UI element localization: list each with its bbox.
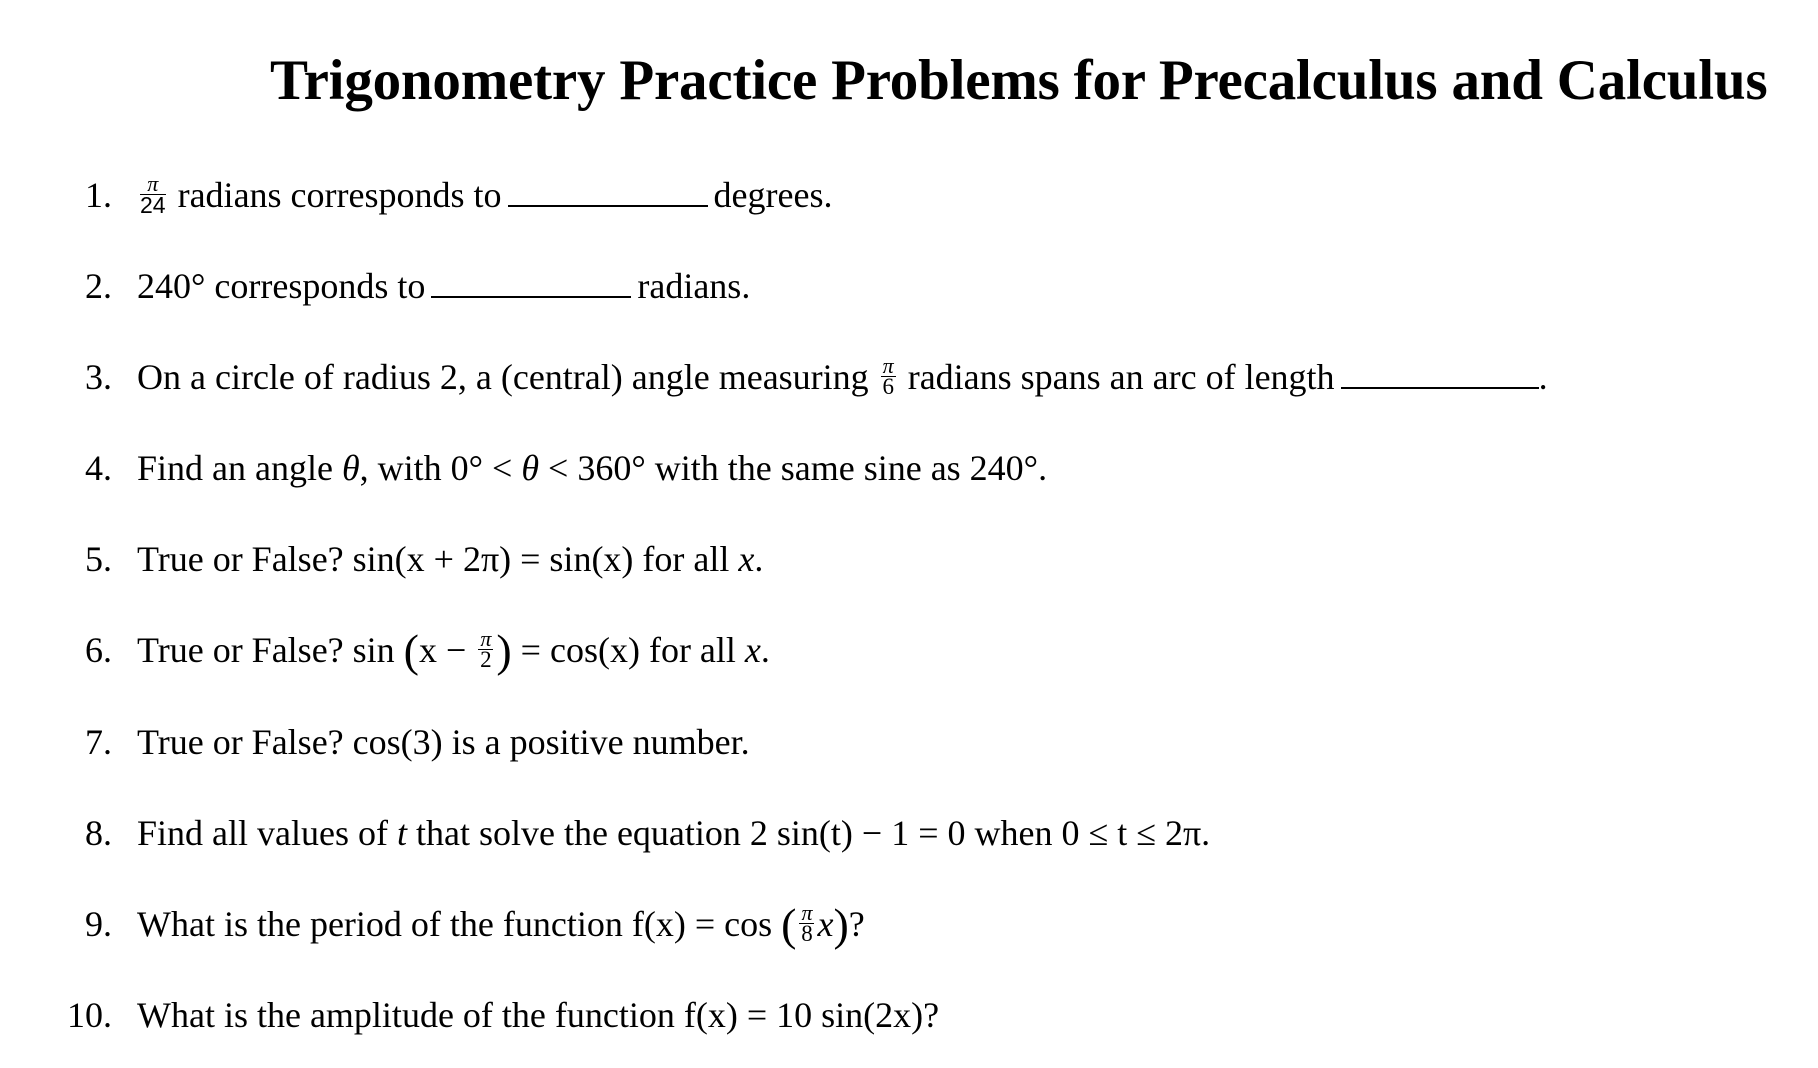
math-variable: t xyxy=(396,813,407,853)
problem-text: True or False? xyxy=(137,630,344,670)
math-variable: x xyxy=(744,630,761,670)
problem-number: 9. xyxy=(85,904,112,944)
problem-text: degrees. xyxy=(713,175,833,215)
problem-text: True or False? xyxy=(137,539,344,579)
problem-text: for all xyxy=(642,539,730,579)
problem-text: . xyxy=(1538,357,1548,397)
math-expression: f(x) = cos xyxy=(631,904,773,944)
answer-blank[interactable] xyxy=(1341,357,1539,389)
answer-blank[interactable] xyxy=(508,175,708,207)
math-function: sin xyxy=(352,630,395,670)
page-title: Trigonometry Practice Problems for Precalculus and Calculus xyxy=(270,49,1768,112)
problem-text: for all xyxy=(648,630,736,670)
math-expression: = cos(x) xyxy=(520,630,640,670)
problem-text: , with 0° < xyxy=(359,448,513,488)
math-expression: f(x) = 10 sin(2x)? xyxy=(683,995,940,1035)
problem-number: 7. xyxy=(85,722,112,762)
problem-text: 240° corresponds to xyxy=(137,266,426,306)
theta-symbol: θ xyxy=(521,448,540,488)
problem-number: 4. xyxy=(85,448,112,488)
paren-open: ( xyxy=(403,625,419,676)
paren-open: ( xyxy=(781,899,797,950)
fraction-pi-over-24: $\frac{\pi}{24}$ xyxy=(140,171,166,219)
problem-text: radians corresponds to xyxy=(177,175,502,215)
math-variable: x xyxy=(738,539,755,579)
theta-symbol: θ xyxy=(341,448,360,488)
fraction-pi-over-2: $\frac{\pi}{2}$ xyxy=(480,626,492,673)
paren-close: ) xyxy=(496,625,512,676)
problem-text: radians spans an arc of length xyxy=(907,357,1335,397)
problem-number: 8. xyxy=(85,813,112,853)
problem-number: 1. xyxy=(85,175,112,215)
problem-text: What is the period of the function xyxy=(137,904,623,944)
problem-number: 10. xyxy=(67,995,112,1035)
problem-text: What is the amplitude of the function xyxy=(137,995,675,1035)
punctuation: ? xyxy=(848,904,865,944)
problem-number: 3. xyxy=(85,357,112,397)
problem-text: that solve the equation 2 sin(t) − 1 = 0 when 0 ≤ t ≤ 2π. xyxy=(415,813,1211,853)
math-variable: x xyxy=(817,904,834,944)
problem-text: Find all values of xyxy=(137,813,388,853)
fraction-pi-over-8: $\frac{\pi}{8}$ xyxy=(801,900,813,947)
fraction-pi-over-6: $\frac{\pi}{6}$ xyxy=(882,353,894,400)
answer-blank[interactable] xyxy=(431,266,631,298)
paren-close: ) xyxy=(833,899,849,950)
math-expression: x − xyxy=(419,630,467,670)
math-expression: sin(x + 2π) = sin(x) xyxy=(352,539,634,579)
punctuation: . xyxy=(754,539,764,579)
problem-text: < 360° with the same sine as 240°. xyxy=(548,448,1048,488)
problem-number: 6. xyxy=(85,630,112,670)
problem-text: On a circle of radius 2, a (central) angle measuring xyxy=(137,357,869,397)
problem-number: 2. xyxy=(85,266,112,306)
punctuation: . xyxy=(760,630,770,670)
problem-text: True or False? cos(3) is a positive number. xyxy=(137,722,750,762)
problem-text: radians. xyxy=(637,266,751,306)
problem-text: Find an angle xyxy=(137,448,333,488)
problem-number: 5. xyxy=(85,539,112,579)
